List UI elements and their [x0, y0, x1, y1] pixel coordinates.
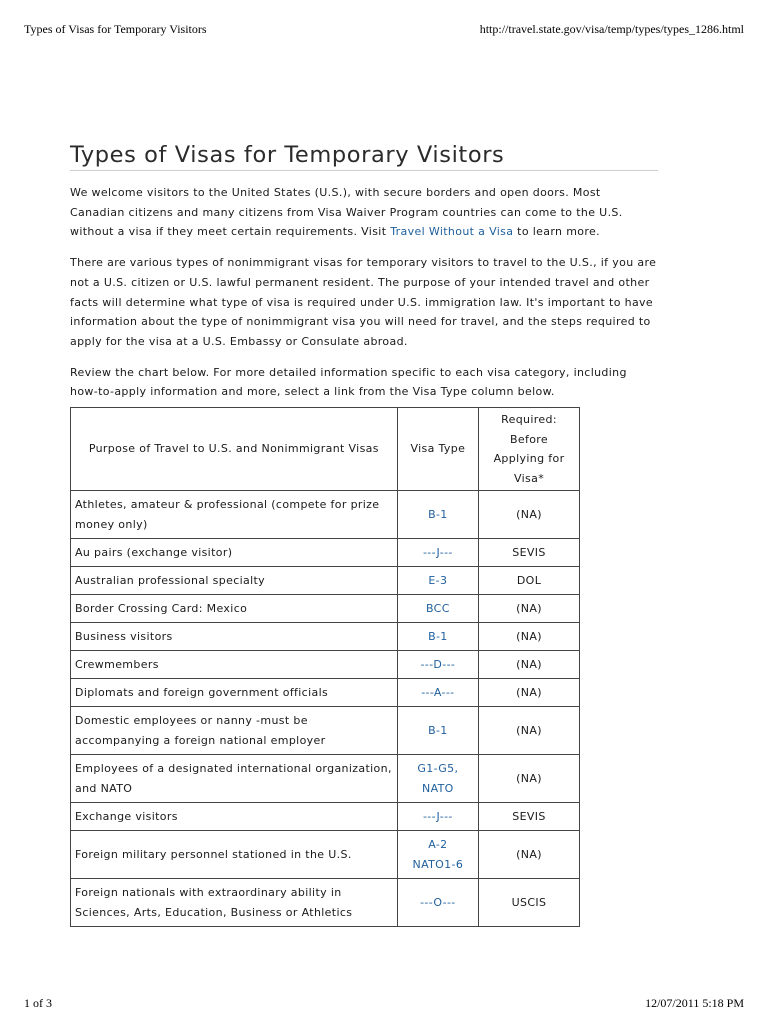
row-visa-type: [397, 879, 478, 927]
row-required: (NA): [479, 651, 580, 679]
table-row: [71, 707, 580, 755]
intro-paragraph: [70, 183, 658, 242]
row-visa-type: [397, 679, 478, 707]
print-header-title: Types of Visas for Temporary Visitors: [24, 22, 207, 36]
row-visa-type: [397, 651, 478, 679]
table-row: [71, 651, 580, 679]
row-required: (NA): [479, 623, 580, 651]
visa-type-link[interactable]: NATO1-6: [412, 857, 464, 871]
nonimmigrant-paragraph: There are various types of nonimmigrant visas for temporary visitors to travel to the U.S., if you are not a U.S. citizen or U.S. lawful permanent resident. The purpose of your intended travel and other facts will determine what type of visa is required under U.S. immigration law. It's important to have information about the type of nonimmigrant visa you will need for travel, and the steps required to apply for the visa at a U.S. Embassy or Consulate abroad.: [70, 256, 657, 348]
row-purpose: Business visitors: [71, 623, 398, 651]
visa-types-table: [70, 407, 580, 927]
page-title: Types of Visas for Temporary Visitors: [70, 142, 658, 171]
table-row: [71, 879, 580, 927]
row-visa-type: [397, 491, 478, 539]
row-required: (NA): [479, 679, 580, 707]
row-required: (NA): [479, 707, 580, 755]
table-row: [71, 539, 580, 567]
intro-text-start: We welcome visitors to the United States (U.S.), with secure borders and open doors. Most Canadian citizens and many citizens from Visa Waiver Program countries can come to the U.S. without a visa if they meet certain requirements. Visit: [70, 186, 623, 239]
table-row: [71, 567, 580, 595]
visa-type-link[interactable]: ---D---: [420, 657, 456, 671]
table-row: [71, 755, 580, 803]
row-purpose: Au pairs (exchange visitor): [71, 539, 398, 567]
chart-instructions-paragraph: Review the chart below. For more detailed information specific to each visa category, including how-to-apply information and more, select a link from the Visa Type column below.: [70, 365, 627, 399]
print-datetime: 12/07/2011 5:18 PM: [645, 996, 744, 1010]
row-visa-type: [397, 623, 478, 651]
row-required: USCIS: [479, 879, 580, 927]
print-header-url: http://travel.state.gov/visa/temp/types/types_1286.html: [479, 22, 744, 36]
row-purpose: Diplomats and foreign government officials: [71, 679, 398, 707]
table-row: [71, 491, 580, 539]
table-row: [71, 831, 580, 879]
print-header: [24, 22, 744, 37]
row-required: DOL: [479, 567, 580, 595]
row-required: (NA): [479, 595, 580, 623]
print-footer: [24, 996, 744, 1011]
row-purpose: Foreign military personnel stationed in the U.S.: [71, 831, 398, 879]
row-visa-type: [397, 755, 478, 803]
header-required: Required: Before Applying for Visa*: [479, 408, 580, 491]
row-required: (NA): [479, 831, 580, 879]
visa-type-link[interactable]: B-1: [428, 507, 448, 521]
travel-without-visa-link[interactable]: Travel Without a Visa: [390, 225, 514, 239]
row-visa-type: [397, 539, 478, 567]
row-required: (NA): [479, 755, 580, 803]
row-required: SEVIS: [479, 539, 580, 567]
row-purpose: Athletes, amateur & professional (compete for prize money only): [71, 491, 398, 539]
row-purpose: Exchange visitors: [71, 803, 398, 831]
intro-text-end: to learn more.: [513, 225, 600, 239]
row-visa-type: [397, 707, 478, 755]
row-purpose: Domestic employees or nanny -must be accompanying a foreign national employer: [71, 707, 398, 755]
visa-type-link[interactable]: G1-G5,: [417, 762, 459, 776]
table-row: [71, 803, 580, 831]
visa-type-link[interactable]: B-1: [428, 629, 448, 643]
header-purpose: Purpose of Travel to U.S. and Nonimmigrant Visas: [71, 408, 398, 491]
row-purpose: Employees of a designated international organization, and NATO: [71, 755, 398, 803]
table-row: [71, 623, 580, 651]
table-row: [71, 595, 580, 623]
visa-type-link[interactable]: BCC: [425, 601, 450, 615]
visa-type-link[interactable]: ---O---: [420, 895, 456, 909]
row-required: (NA): [479, 491, 580, 539]
row-purpose: Border Crossing Card: Mexico: [71, 595, 398, 623]
visa-type-link[interactable]: NATO: [422, 781, 454, 795]
table-header-row: [71, 408, 580, 491]
visa-type-link[interactable]: ---A---: [421, 685, 455, 699]
row-purpose: Crewmembers: [71, 651, 398, 679]
main-content: [70, 142, 658, 927]
page-number: 1 of 3: [24, 996, 52, 1010]
visa-type-link[interactable]: B-1: [428, 723, 448, 737]
row-purpose: Foreign nationals with extraordinary ability in Sciences, Arts, Education, Business or Athletics: [71, 879, 398, 927]
visa-type-link[interactable]: ---J---: [422, 809, 453, 823]
visa-type-link[interactable]: ---J---: [422, 545, 453, 559]
row-visa-type: [397, 831, 478, 879]
visa-type-link[interactable]: E-3: [428, 573, 448, 587]
table-row: [71, 679, 580, 707]
row-visa-type: [397, 595, 478, 623]
header-visa-type: Visa Type: [397, 408, 478, 491]
row-visa-type: [397, 803, 478, 831]
row-required: SEVIS: [479, 803, 580, 831]
row-purpose: Australian professional specialty: [71, 567, 398, 595]
visa-type-link[interactable]: A-2: [428, 838, 448, 852]
row-visa-type: [397, 567, 478, 595]
